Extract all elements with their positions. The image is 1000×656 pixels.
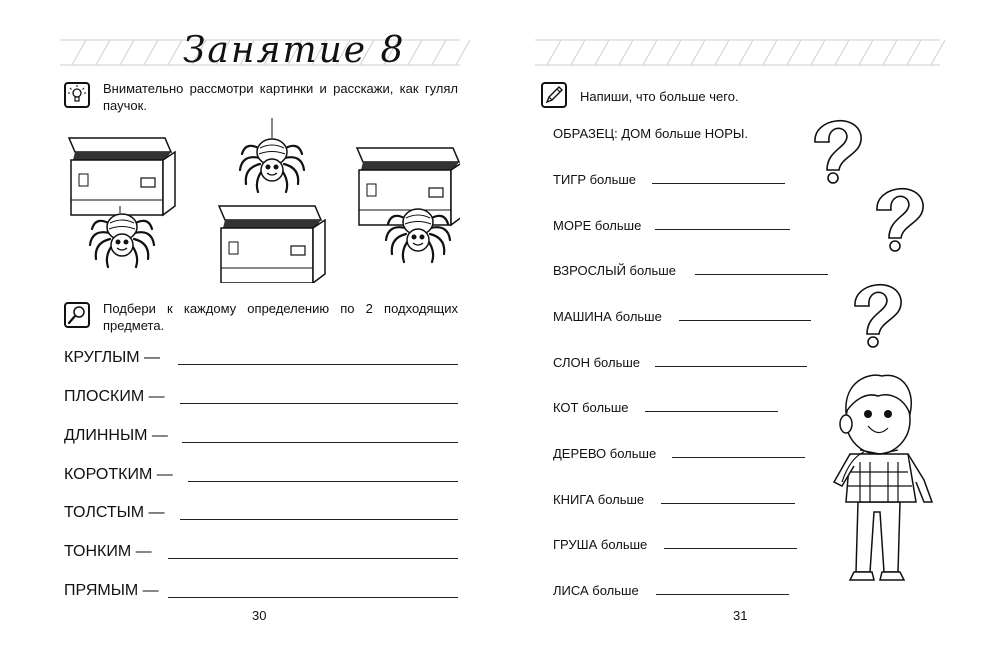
- task-instruction-1: Внимательно рассмотри картинки и расскажи, как гулял паучок.: [103, 81, 458, 113]
- comparison-label: МОРЕ больше: [553, 218, 642, 233]
- definition-label-flat: ПЛОСКИМ —: [64, 388, 165, 405]
- answer-line[interactable]: [661, 503, 795, 504]
- pencil-icon: [541, 82, 567, 108]
- answer-line[interactable]: [656, 594, 789, 595]
- definition-label-straight: ПРЯМЫМ —: [64, 582, 159, 599]
- answer-line[interactable]: [652, 183, 785, 184]
- answer-line[interactable]: [182, 442, 458, 443]
- answer-line[interactable]: [180, 519, 458, 520]
- answer-line[interactable]: [188, 481, 458, 482]
- definition-label-thin: ТОНКИМ —: [64, 543, 152, 560]
- answer-line[interactable]: [679, 320, 811, 321]
- comparison-label: ТИГР больше: [553, 172, 637, 187]
- answer-line[interactable]: [655, 229, 790, 230]
- answer-line[interactable]: [180, 403, 458, 404]
- lightbulb-icon: [64, 82, 90, 108]
- task-instruction-2: Подбери к каждому определению по 2 подходящих предмета.: [103, 301, 458, 333]
- handwriting-guide-lines: [0, 0, 1000, 80]
- answer-line[interactable]: [655, 366, 807, 367]
- definition-label-thick: ТОЛСТЫМ —: [64, 504, 165, 521]
- answer-line[interactable]: [664, 548, 797, 549]
- comparison-label: КОТ больше: [553, 400, 629, 415]
- lesson-title: Занятие 8: [183, 30, 406, 71]
- page-number-left: 30: [252, 608, 267, 623]
- magnifier-icon: [64, 302, 90, 328]
- spider-and-box-pictures: [60, 118, 460, 283]
- comparison-label: ДЕРЕВО больше: [553, 446, 657, 461]
- comparison-label: ГРУША больше: [553, 537, 648, 552]
- answer-line[interactable]: [168, 558, 458, 559]
- thinking-boy-illustration: [820, 362, 940, 587]
- comparison-label: КНИГА больше: [553, 492, 645, 507]
- sample-sentence: ОБРАЗЕЦ: ДОМ больше НОРЫ.: [553, 126, 748, 141]
- comparison-label: ВЗРОСЛЫЙ больше: [553, 263, 676, 278]
- definition-label-long: ДЛИННЫМ —: [64, 427, 168, 444]
- task-instruction-3: Напиши, что больше чего.: [580, 89, 739, 104]
- comparison-label: СЛОН больше: [553, 355, 641, 370]
- answer-line[interactable]: [645, 411, 778, 412]
- page-number-right: 31: [733, 608, 748, 623]
- definition-label-round: КРУГЛЫМ —: [64, 349, 161, 366]
- answer-line[interactable]: [168, 597, 458, 598]
- comparison-label: ЛИСА больше: [553, 583, 639, 598]
- answer-line[interactable]: [672, 457, 805, 458]
- answer-line[interactable]: [178, 364, 458, 365]
- question-mark-illustrations: [805, 110, 945, 355]
- comparison-label: МАШИНА больше: [553, 309, 662, 324]
- definition-label-short: КОРОТКИМ —: [64, 466, 173, 483]
